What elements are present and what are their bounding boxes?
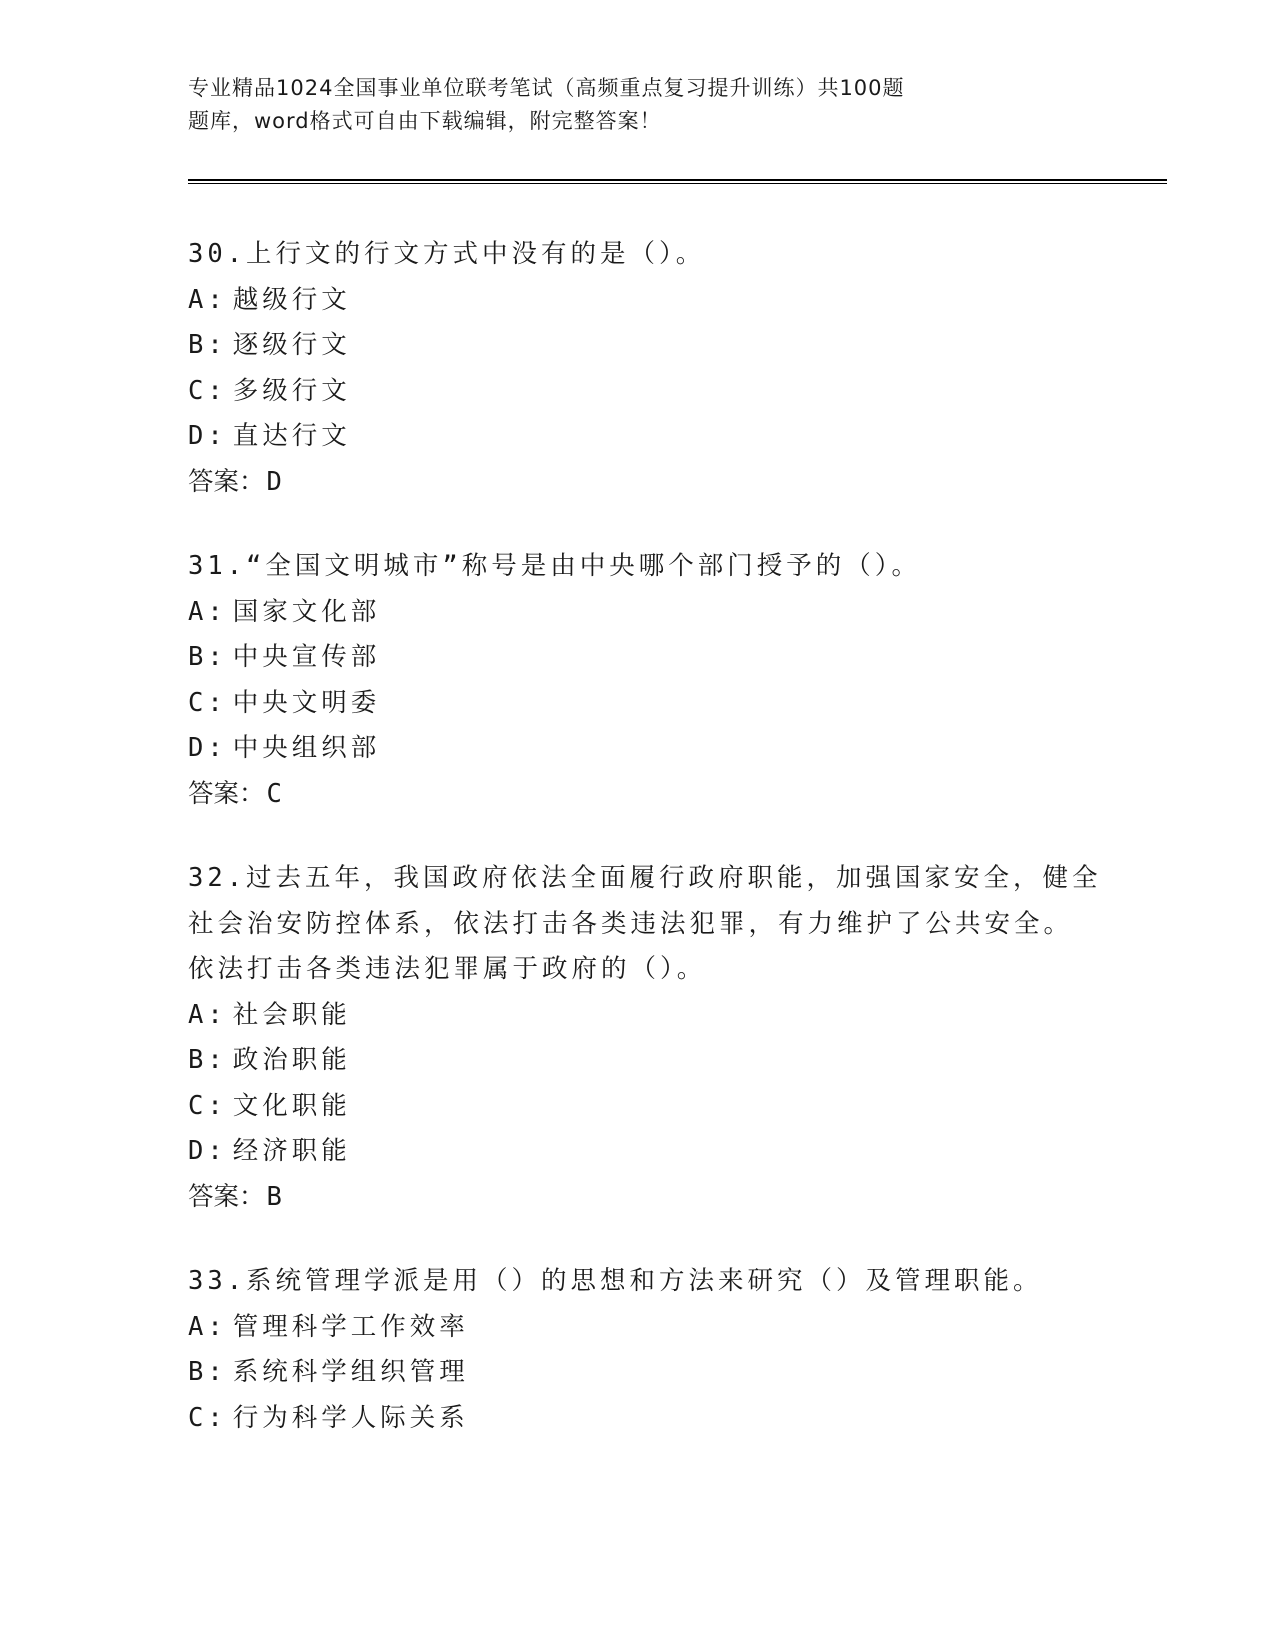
option-letter: C: xyxy=(188,1402,227,1433)
header-divider xyxy=(188,179,1167,184)
answer-option xyxy=(188,278,1088,324)
option-text: 文化职能 xyxy=(232,1090,351,1121)
option-text: 系统科学组织管理 xyxy=(232,1357,469,1387)
option-text: 直达行文 xyxy=(232,421,351,451)
answer-value: D xyxy=(266,466,282,497)
option-letter: C: xyxy=(188,1090,227,1121)
question-stem-line: 社会治安防控体系，依法打击各类违法犯罪，有力维护了公共安全。 xyxy=(188,908,1074,939)
answer-option xyxy=(188,681,1088,727)
question-item xyxy=(188,232,1088,505)
answer-line xyxy=(188,1175,1088,1221)
answer-option xyxy=(188,1129,1088,1175)
option-text: 多级行文 xyxy=(232,375,351,406)
option-text: 中央文明委 xyxy=(232,687,381,718)
answer-option xyxy=(188,369,1088,415)
question-stem-line: 32.过去五年，我国政府依法全面履行政府职能，加强国家安全，健全 xyxy=(188,863,1102,893)
question-stem-line: 30.上行文的行文方式中没有的是（）。 xyxy=(188,239,706,269)
option-letter: B: xyxy=(188,642,227,672)
option-text: 行为科学人际关系 xyxy=(232,1402,469,1433)
document-header xyxy=(188,72,1008,138)
question-stem-line: 33.系统管理学派是用（）的思想和方法来研究（）及管理职能。 xyxy=(188,1266,1043,1296)
option-letter: D: xyxy=(188,733,227,763)
answer-option xyxy=(188,1305,1088,1351)
option-letter: A: xyxy=(188,1311,227,1342)
option-text: 中央宣传部 xyxy=(232,642,381,672)
answer-option xyxy=(188,1396,1088,1442)
option-letter: D: xyxy=(188,421,227,451)
option-text: 社会职能 xyxy=(232,999,351,1030)
answer-option xyxy=(188,590,1088,636)
header-line-2: 题库，word格式可自由下载编辑，附完整答案！ xyxy=(188,109,662,133)
header-line-1: 专业精品1024全国事业单位联考笔试（高频重点复习提升训练）共100题 xyxy=(188,76,905,100)
option-letter: C: xyxy=(188,375,227,406)
option-text: 经济职能 xyxy=(232,1136,351,1166)
option-text: 管理科学工作效率 xyxy=(232,1311,469,1342)
option-text: 越级行文 xyxy=(232,284,351,315)
option-text: 国家文化部 xyxy=(232,596,381,627)
option-letter: A: xyxy=(188,999,227,1030)
answer-label: 答案： xyxy=(188,1181,265,1212)
option-text: 中央组织部 xyxy=(232,733,381,763)
question-item xyxy=(188,1259,1088,1441)
option-letter: B: xyxy=(188,1357,227,1387)
question-stem-line: 依法打击各类违法犯罪属于政府的（）。 xyxy=(188,954,707,984)
answer-label: 答案： xyxy=(188,778,265,809)
option-letter: D: xyxy=(188,1136,227,1166)
question-list xyxy=(188,232,1102,1480)
answer-option xyxy=(188,635,1088,681)
answer-option xyxy=(188,1350,1088,1396)
answer-line xyxy=(188,772,1088,818)
answer-option xyxy=(188,1084,1088,1130)
answer-line xyxy=(188,460,1088,506)
option-letter: B: xyxy=(188,330,227,360)
answer-option xyxy=(188,414,1088,460)
option-letter: C: xyxy=(188,687,227,718)
answer-value: B xyxy=(266,1181,282,1212)
option-text: 政治职能 xyxy=(232,1045,351,1075)
option-letter: A: xyxy=(188,284,227,315)
option-letter: A: xyxy=(188,596,227,627)
answer-value: C xyxy=(266,778,282,809)
option-letter: B: xyxy=(188,1045,227,1075)
answer-label: 答案： xyxy=(188,466,265,497)
answer-option xyxy=(188,323,1088,369)
question-item xyxy=(188,856,1102,1220)
answer-option xyxy=(188,726,1088,772)
answer-option xyxy=(188,993,1088,1039)
question-item xyxy=(188,544,1088,817)
option-text: 逐级行文 xyxy=(232,330,351,360)
question-stem-line: 31.“全国文明城市”称号是由中央哪个部门授予的（）。 xyxy=(188,551,922,581)
answer-option xyxy=(188,1038,1088,1084)
